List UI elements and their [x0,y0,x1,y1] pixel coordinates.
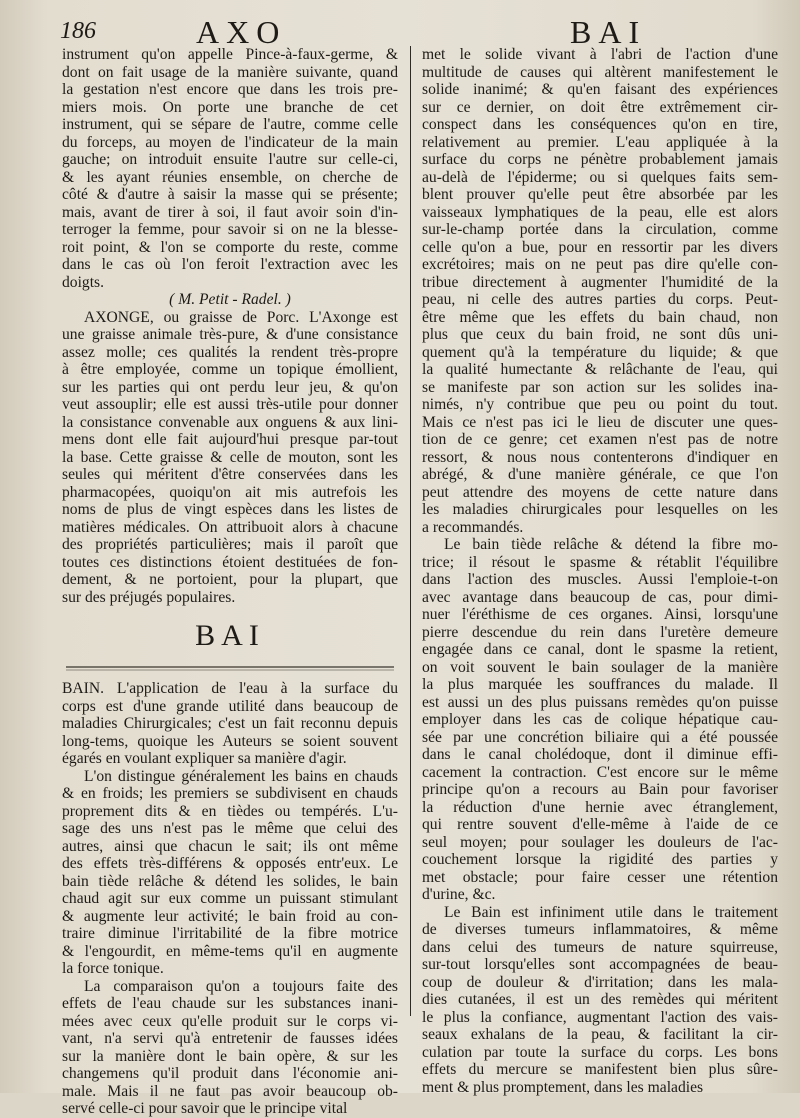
text-line: nuer l'éréthisme de ces organes. Ainsi, lorsqu'une [422,606,778,623]
text-line: vant, n'a servi qu'à entretenir de fausses idées [62,1030,398,1047]
text-line: sur des préjugés populaires. [62,588,236,606]
text-line: de diverses tumeurs inflammatoires, & même [422,921,778,938]
text-line: égarés en voulant expliquer sa manière d'agir. [62,750,347,767]
text-line: dans l'action des muscles. Aussi l'emploie-t-on [422,571,778,588]
text-line: AXONGE, ou graisse de Porc. L'Axonge est [84,308,398,326]
text-line: côté & d'autre à saisir la masse qui se présente; [62,186,398,203]
text-line: la base. Cette graisse & celle de mouton, sont les [62,448,398,466]
text-line: culation par toute la surface du corps. Les bons [422,1043,778,1061]
text-line: mais, avant de tirer à soi, il faut avoir soin d'in- [62,203,398,221]
text-line: abrégé, & d'une manière générale, ce que l'on [422,466,778,483]
text-line: changemens qu'il produit dans l'économie ani- [62,1065,398,1082]
left-column [62,46,398,1118]
text-line: dies cutanées, il est un des remèdes qui méritent [422,991,778,1008]
text-line: surface du corps ne pénètre probablement jamais [422,151,778,168]
text-line: mées avec ceux qu'elle produit sur le corps vi- [62,1012,398,1030]
running-header [0,10,800,50]
text-line: toutes ces distinctions étoient destituées de fon- [62,553,398,571]
text-line: avec avantage dans beaucoup de cas, pour dimi- [422,588,778,606]
text-line: noms de plus de vingt espèces dans les listes de [62,501,398,518]
text-line: des effets très-différens & opposés entr'eux. Le [62,855,398,872]
paragraph-forceps [62,46,398,291]
text-line: sur les parties qui ont perdu leur jeu, & qu'on [62,378,398,396]
text-line: ment & plus promptement, dans les maladies [422,1078,704,1096]
text-line: doigts. [62,273,105,291]
text-line: tribue directement à augmenter l'humidité de la [422,273,778,291]
text-line: nimés, n'y contribue que peu ou point du tout. [422,396,778,413]
text-line: la qualité humectante & relâchante de l'eau, qui [422,361,778,378]
text-line: dement, & ne portoient, pour la plupart, que [62,571,398,588]
text-line: Le Bain est infiniment utile dans le traitement [444,903,778,921]
text-line: couchement lorsque la rigidité des parties y [422,851,778,868]
text-line: matières médicales. On attribuoit alors à chacune [62,518,398,536]
text-line: des propriétés particulières; mais il paroît que [62,536,398,553]
text-line: instrument, qui se sépare de l'autre, comme celle [62,116,398,133]
text-line: met obstacle; pour faire cesser une rétention [422,868,778,886]
text-line: dont on fait usage de la manière suivante, quand [62,63,398,81]
paragraph-bain-types [62,768,398,978]
text-line: sée par une concrétion biliaire qui a été poussée [422,728,778,746]
text-line: & augmente leur activité; le bain froid au con- [62,907,398,925]
text-line: est aussi un des plus puissans remèdes qu'on puisse [422,693,778,711]
text-line: les maladies chirurgicales pour lesquelles on les [422,501,778,518]
text-line: dans le cas où l'on feroit l'extraction avec les [62,256,398,273]
text-line: excrétoires; mais on ne peut pas dire qu'elle con- [422,256,778,273]
right-column [422,46,778,1096]
text-line: veut assouplir; elle est aussi très-utile pour donner [62,396,398,413]
text-line: mens dont elle fait aujourd'hui presque par-tout [62,431,398,448]
text-line: miers mois. On porte une branche de cet [62,98,398,116]
text-line: celle qu'on a bue, pour en ressortir par les divers [422,238,778,256]
text-line: a recommandés. [422,518,524,536]
text-line: BAIN. L'application de l'eau à la surface du [62,680,398,697]
text-line: bain tiède relâche & détend les solides, le bain [62,872,398,890]
text-line: tion de ce genre; cet examen n'est pas de notre [422,431,778,448]
text-line: d'urine, &c. [422,886,496,903]
text-line: sage des uns n'est pas le même que celui des [62,820,398,837]
text-line: trice; il résout le spasme & rétablit l'équilibre [422,553,778,571]
text-line: peau, ni celle des autres parties du corps. Peut- [422,291,778,308]
text-line: multitude de causes qui altèrent manifestement le [422,63,778,81]
text-line: plus que ceux du bain froid, ne sont dûs uni- [422,326,778,343]
text-line: long-tems, quoique les Auteurs se soient souvent [62,732,398,750]
text-line: la consistance convenable aux onguens & aux lini- [62,413,398,431]
text-line: engagée dans ce canal, dont le spasme la retient, [422,641,778,658]
text-line: maladies Chirurgicales; c'est un fait reconnu depuis [62,715,398,732]
text-line: & l'engourdit, en même-tems qu'il en augmente [62,942,398,960]
text-line: quement qu'à la température du liquide; & que [422,343,778,361]
text-line: au-delà de l'épiderme; ou si quelques faits sem- [422,168,778,186]
text-line: la réduction d'une hernie avec étranglement, [422,798,778,816]
text-line: qui rentre souvent d'elle-même à l'aide de ce [422,816,778,833]
text-line: la force tonique. [62,960,164,977]
paragraph-comparison [62,978,398,1118]
text-line: se manifeste par son action sur les solides ina- [422,378,778,396]
text-line: la gestation n'est encore que dans les trois pre- [62,81,398,98]
page-number: 186 [60,18,96,44]
text-line: principe qu'on a recours au Bain pour favoriser [422,781,778,798]
text-line: La comparaison qu'on a toujours faite des [84,977,398,995]
paragraph-bain-intro [62,680,398,768]
text-line: autres, ainsi que chacun le sait; ils ont même [62,837,398,855]
text-line: une graisse animale très-pure, & d'une consistance [62,326,398,343]
text-line: met le solide vivant à l'abri de l'action d'une [422,46,778,63]
text-line: effets de l'eau chaude sur les substances inani- [62,995,398,1012]
running-title-left: AXO [196,14,287,50]
section-title: BAI [195,619,265,652]
text-line: à être employée, comme un topique émollient, [62,361,398,378]
text-line: chaud agit sur eux comme un puissant stimulant [62,890,398,907]
text-line: pierre descendue du rein dans l'uretère demeure [422,623,778,641]
text-line: peut attendre des moyens de cette nature dans [422,483,778,501]
text-line: gauche; on introduit ensuite l'autre sur celle-ci, [62,151,398,168]
paragraph-tumeurs [422,904,778,1097]
text-line: servé celle-ci pour savoir que le principe vital [62,1100,348,1117]
text-line: dans celui des tumeurs de nature squirreuse, [422,938,778,956]
text-line: sur la manière dont le bain opère, & sur les [62,1047,398,1065]
text-line: du forceps, au moyen de l'indicateur de la main [62,133,398,151]
text-line: traire diminue l'irritabilité de la fibre motrice [62,925,398,942]
text-line: conspect dans les conséquences qu'on en tire, [422,116,778,133]
text-line: solide inanimé; & qu'en faisant des expériences [422,81,778,98]
text-line: sur ce dernier, on doit être extrêmement cir- [422,98,778,116]
text-line: Mais ce n'est pas ici le lieu de discuter une ques- [422,413,778,431]
text-line: seaux exhalans de la peau, & facilitant la cir- [422,1026,778,1043]
text-line: être même que les effets du bain chaud, non [422,308,778,326]
text-line: le plus la confiance, augmentant l'action des vais- [422,1008,778,1026]
author-signature: ( M. Petit - Radel. ) [169,291,291,308]
text-line: relativement au premier. L'eau appliquée à la [422,133,778,151]
text-line: coup de douleur & d'irritation; dans les mala- [422,973,778,991]
text-line: seul moyen; pour soulager les douleurs de l'ac- [422,833,778,851]
text-line: effets du mercure se manifestent bien plus sûre- [422,1061,778,1078]
text-line: terroger la femme, pour savoir si on ne la blesse- [62,221,398,238]
column-divider [410,46,411,1016]
paragraph-solide-vivant [422,46,778,536]
text-line: L'on distingue généralement les bains en chauds [84,767,398,785]
text-line: proprement dits & en tièdes ou tempérés. L'u- [62,802,398,820]
text-line: Le bain tiède relâche & détend la fibre mo- [444,536,778,553]
text-line: employer dans les cas de colique hépatique cau- [422,711,778,728]
text-line: dans le canal cholédoque, dont il diminue effi- [422,746,778,763]
text-line: pharmacopées, quoiqu'on ait mis autrefois les [62,483,398,501]
paragraph-bain-tiede [422,536,778,904]
text-line: sur-le-champ portée dans la circulation, comme [422,221,778,238]
text-line: on voit souvent le bain soulager de la manière [422,658,778,676]
section-ornament [62,662,398,672]
text-line: male. Mais il ne faut pas avoir beaucoup ob- [62,1082,398,1100]
text-line: roit point, & l'on se comporte du reste, comme [62,238,398,256]
text-line: vaisseaux lymphatiques de la peau, elle est alors [422,203,778,221]
text-line: assez molle; ces qualités la rendent très-propre [62,343,398,361]
text-line: instrument qu'on appelle Pince-à-faux-germe, & [62,46,398,63]
text-line: seules qui méritent d'être conservées dans les [62,466,398,483]
text-line: & en froids; les premiers se subdivisent en chauds [62,785,398,802]
text-line: blent prouver qu'elle peut être absorbée par les [422,186,778,203]
text-line: & les ayant réunies ensemble, on cherche de [62,168,398,186]
text-line: ressort, & nous nous contenterons d'indiquer en [422,448,778,466]
running-title-right: BAI [570,14,647,50]
text-line: corps est d'une grande utilité dans beaucoup de [62,697,398,715]
text-line: sur-tout lorsqu'elles sont accompagnées de beau- [422,956,778,973]
text-line: cacement la contraction. C'est encore sur le même [422,763,778,781]
text-line: la plus marquée les souffrances du malade. Il [422,676,778,693]
paragraph-axonge [62,309,398,607]
